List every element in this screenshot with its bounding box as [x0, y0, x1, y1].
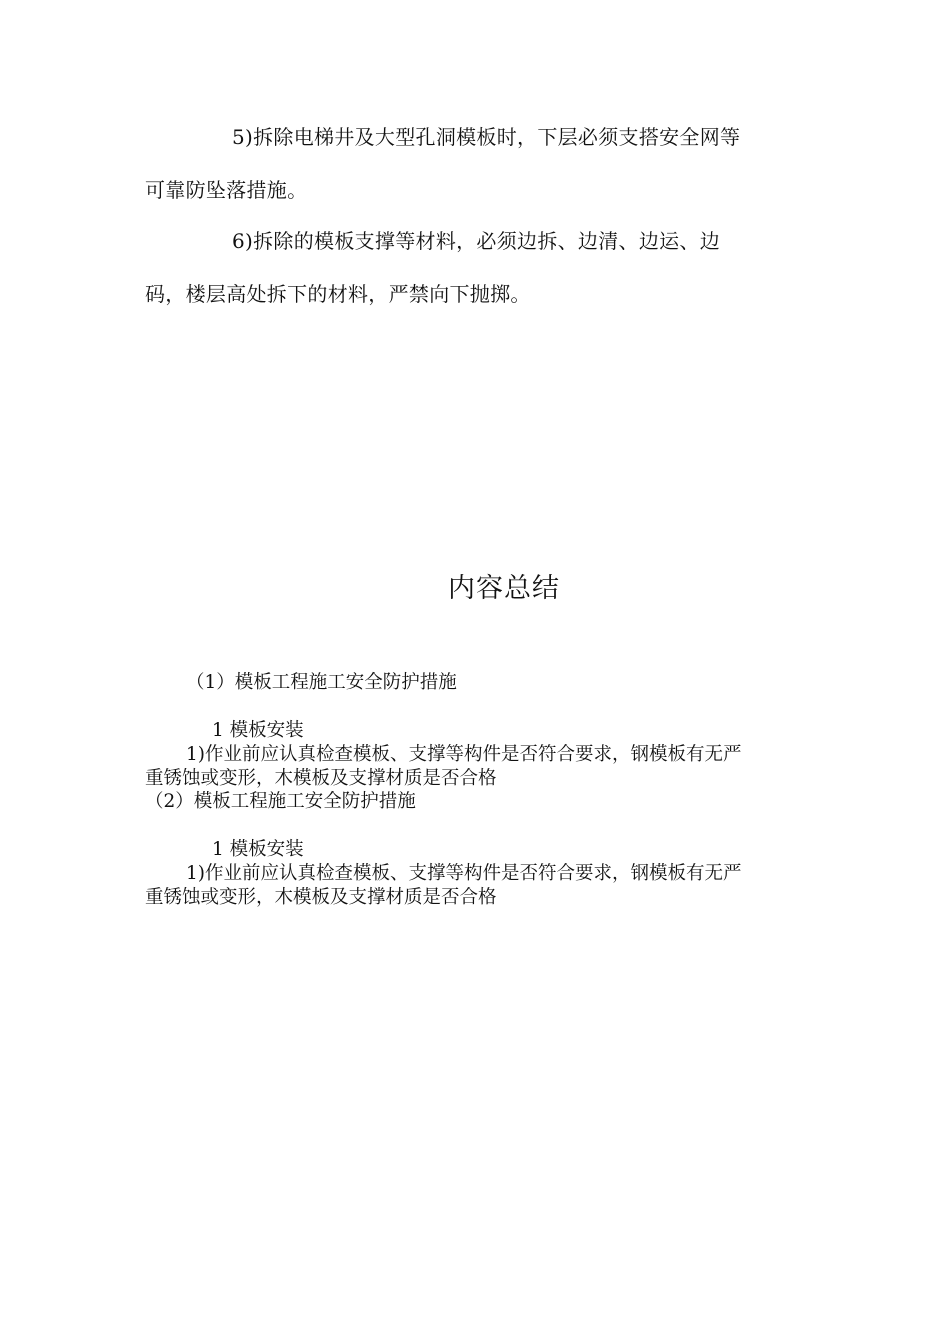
- item-2-subheading: 1 模板安装: [212, 839, 304, 860]
- paragraph-6-line-2: 码，楼层高处拆下的材料，严禁向下抛掷。: [145, 282, 531, 306]
- item-1-heading: （1）模板工程施工安全防护措施: [186, 672, 457, 693]
- item-1-subheading: 1 模板安装: [212, 720, 304, 741]
- item-1-text-line-2: 重锈蚀或变形，木模板及支撑材质是否合格: [145, 768, 497, 789]
- paragraph-5-line-2: 可靠防坠落措施。: [145, 178, 308, 202]
- paragraph-5-line-1: 5)拆除电梯井及大型孔洞模板时，下层必须支搭安全网等: [232, 125, 741, 149]
- item-2-heading: （2）模板工程施工安全防护措施: [145, 791, 416, 812]
- item-1-text-line-1: 1)作业前应认真检查模板、支撑等构件是否符合要求，钢模板有无严: [186, 744, 742, 765]
- item-2-text-line-1: 1)作业前应认真检查模板、支撑等构件是否符合要求，钢模板有无严: [186, 863, 742, 884]
- summary-title: 内容总结: [448, 573, 560, 604]
- paragraph-6-line-1: 6)拆除的模板支撑等材料，必须边拆、边清、边运、边: [232, 229, 721, 253]
- item-2-text-line-2: 重锈蚀或变形，木模板及支撑材质是否合格: [145, 887, 497, 908]
